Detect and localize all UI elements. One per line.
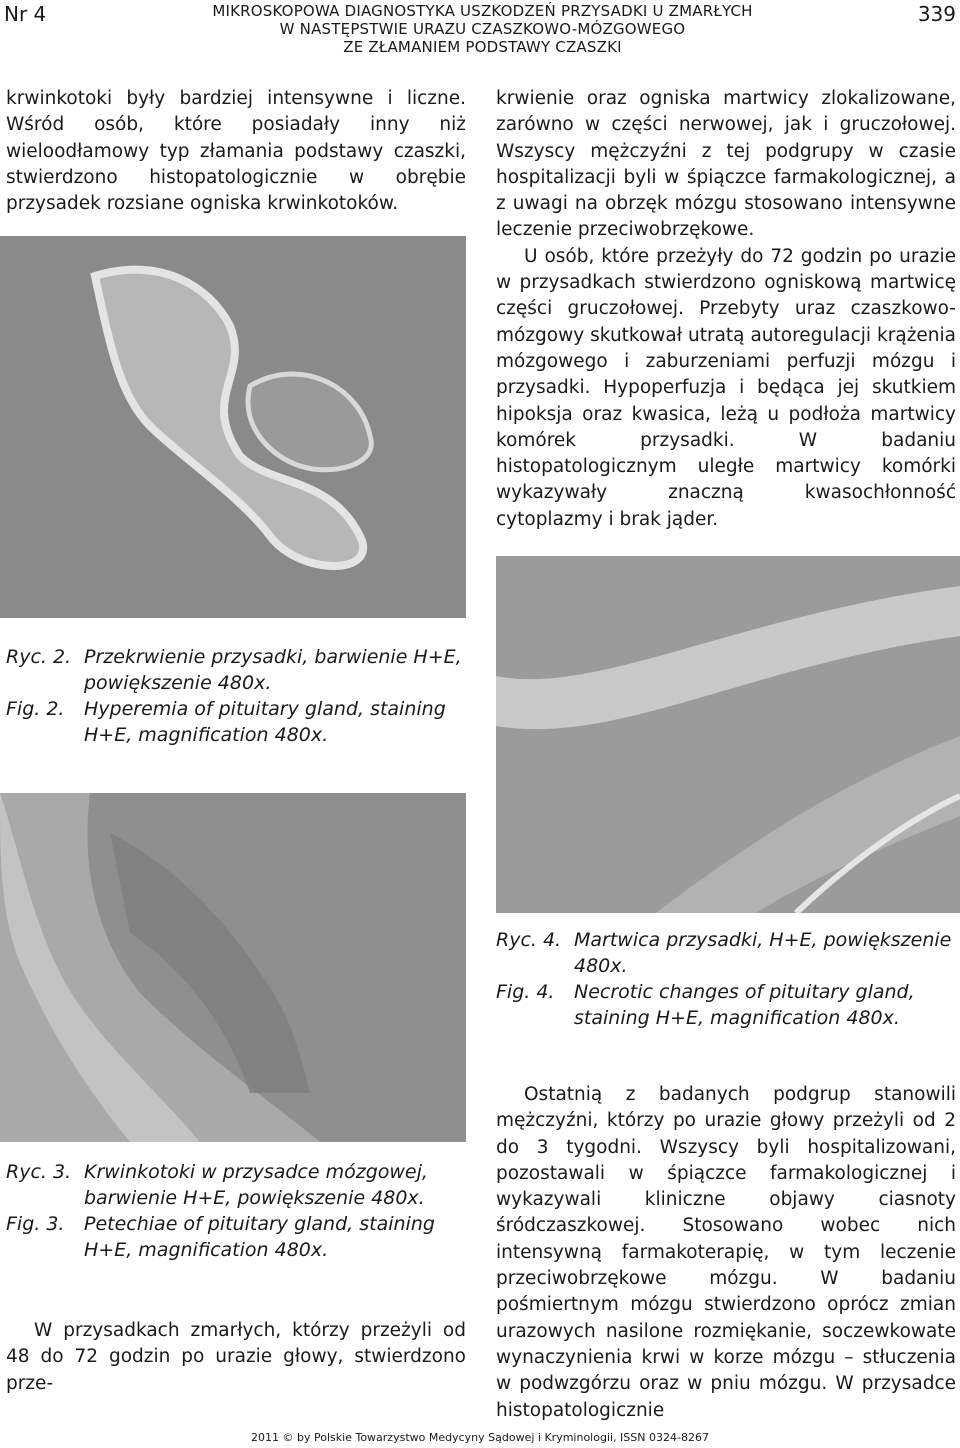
- fig4-pl-label: Ryc. 4.: [496, 929, 562, 951]
- left-bottom-paragraph: [6, 1318, 466, 1397]
- issue-number: Nr 4: [4, 2, 47, 26]
- page-footer: 2011 © by Polskie Towarzystwo Medycyny Sądowej i Kryminologii, ISSN 0324-8267: [251, 1431, 709, 1444]
- fig4-pl-text: Martwica przysadki, H+E, powiększenie 480x.: [574, 929, 952, 977]
- left-bottom-text: W przysadkach zmarłych, którzy przeżyli od 48 do 72 godzin po urazie głowy, stwierdzono prze-: [6, 1320, 466, 1394]
- fig3-pl-label: Ryc. 3.: [6, 1161, 72, 1183]
- figure-3-image: [0, 793, 466, 1142]
- micrograph-2: [0, 236, 466, 618]
- fig4-en-text: Necrotic changes of pituitary gland, staining H+E, magnification 480x.: [574, 981, 915, 1029]
- right-top-text-1: krwienie oraz ogniska martwicy zlokalizowane, zarówno w części nerwowej, jak i gruczołowej. Wszyscy mężczyźni z tej podgrupy w czasie hospitalizacji byli w śpiączce farmakologicznej, a z uwagi na obrzęk mózgu stosowano intensywne leczenie przeciwobrzękowe.: [496, 88, 956, 241]
- fig2-en-text: Hyperemia of pituitary gland, staining H+E, magnification 480x.: [84, 698, 446, 746]
- right-bottom-paragraph: [496, 1082, 956, 1424]
- figure-3-caption: [6, 1159, 476, 1263]
- fig3-pl-text: Krwinkotoki w przysadce mózgowej, barwienie H+E, powiększenie 480x.: [84, 1161, 428, 1209]
- fig2-en-label: Fig. 2.: [6, 698, 65, 720]
- micrograph-3: [0, 793, 466, 1142]
- running-title-line-1: MIKROSKOPOWA DIAGNOSTYKA USZKODZEŃ PRZYSADKI U ZMARŁYCH: [212, 2, 753, 20]
- right-top-paragraphs: [496, 86, 956, 533]
- left-top-text: krwinkotoki były bardziej intensywne i liczne. Wśród osób, które posiadały inny niż wieloodłamowy typ złamania podstawy czaszki, stwierdzono histopatologicznie w obrębie przysadek rozsiane ogniska krwinkotoków.: [6, 88, 466, 215]
- running-title-line-3: ZE ZŁAMANIEM PODSTAWY CZASZKI: [343, 38, 622, 56]
- fig2-pl-text: Przekrwienie przysadki, barwienie H+E, powiększenie 480x.: [84, 646, 462, 694]
- figure-4-caption: [496, 927, 956, 1031]
- fig3-en-label: Fig. 3.: [6, 1213, 65, 1235]
- left-top-paragraph: [6, 86, 466, 217]
- figure-2-caption: [6, 644, 476, 748]
- running-title-line-2: W NASTĘPSTWIE URAZU CZASZKOWO-MÓZGOWEGO: [279, 20, 686, 38]
- fig4-en-label: Fig. 4.: [496, 981, 555, 1003]
- micrograph-4: [496, 556, 960, 913]
- figure-4-image: [496, 556, 960, 913]
- fig2-pl-label: Ryc. 2.: [6, 646, 72, 668]
- figure-2-image: [0, 236, 466, 618]
- fig3-en-text: Petechiae of pituitary gland, staining H+E, magnification 480x.: [84, 1213, 435, 1261]
- running-title: [210, 2, 755, 56]
- page-number: 339: [917, 2, 956, 26]
- right-top-text-2: U osób, które przeżyły do 72 godzin po urazie w przysadkach stwierdzono ogniskową martwicę części gruczołowej. Przebyty uraz czaszkowo-mózgowy skutkował utratą autoregulacji krążenia mózgowego i zaburzeniami perfuzji mózgu i przysadki. Hypoperfuzja i będąca jej skutkiem hipoksja oraz kwasica, leżą u podłoża martwicy komórek przysadki. W badaniu histopatologicznym uległe martwicy komórki wykazywały znaczną kwasochłonność cytoplazmy i brak jąder.: [496, 245, 956, 530]
- right-bottom-text: Ostatnią z badanych podgrup stanowili mężczyźni, którzy po urazie głowy przeżyli od 2 do 3 tygodni. Wszyscy byli hospitalizowani, pozostawali w śpiączce farmakologicznej i wykazywali kliniczne objawy ciasnoty śródczaszkowej. Stosowano wobec nich intensywną farmakoterapię, w tym leczenie przeciwobrzękowe mózgu. W badaniu pośmiertnym mózgu stwierdzono oprócz zmian urazowych nasilone rozmiękanie, soczewkowate wynaczynienia krwi w korze mózgu – stłuczenia w podwzgórzu oraz w pniu mózgu. W przysadce histopatologicznie: [496, 1084, 956, 1421]
